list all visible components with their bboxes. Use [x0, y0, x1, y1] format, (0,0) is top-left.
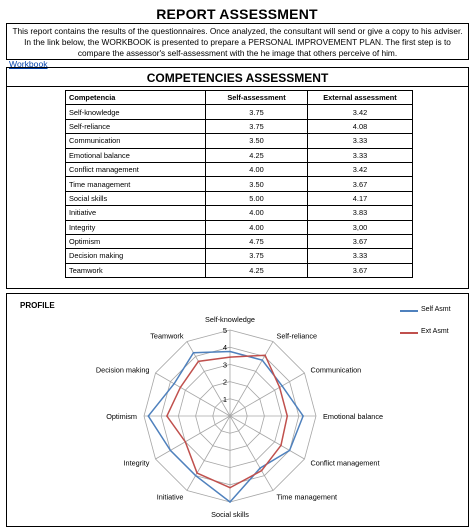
data-point	[264, 354, 266, 356]
competency-name-cell: Conflict management	[66, 162, 206, 176]
external-assessment-cell: 3.42	[308, 162, 413, 176]
axis-label: Initiative	[156, 492, 184, 502]
table-row	[66, 134, 413, 148]
profile-radar-chart	[7, 294, 468, 526]
competency-name-cell: Initiative	[66, 206, 206, 220]
data-point	[279, 387, 281, 389]
self-assessment-cell: 4.00	[206, 162, 308, 176]
external-assessment-cell: 3.83	[308, 206, 413, 220]
report-title: REPORT ASSESSMENT	[156, 6, 318, 22]
tick-label: 2	[222, 377, 227, 387]
self-assessment-cell: 3.50	[206, 177, 308, 191]
data-point	[229, 351, 231, 353]
data-point	[196, 472, 198, 474]
external-assessment-cell: 4.17	[308, 191, 413, 205]
competency-name-cell: Teamwork	[66, 263, 206, 277]
data-point	[185, 441, 187, 443]
axis-label: Self-reliance	[276, 331, 318, 341]
competencies-section	[6, 67, 469, 289]
external-assessment-cell: 3.67	[308, 263, 413, 277]
data-point	[229, 356, 231, 358]
data-point	[195, 475, 197, 477]
legend-label: Self Asmt	[421, 306, 451, 313]
competency-name-cell: Integrity	[66, 220, 206, 234]
external-assessment-cell: 3.33	[308, 134, 413, 148]
self-assessment-cell: 3.50	[206, 134, 308, 148]
legend-label: Ext Asmt	[421, 328, 449, 335]
header-competencia: Competencia	[66, 91, 206, 105]
axis-label: Decision making	[95, 365, 150, 375]
data-point	[229, 501, 231, 503]
data-point	[166, 415, 168, 417]
self-assessment-cell: 4.25	[206, 263, 308, 277]
data-point	[286, 415, 288, 417]
table-header-row	[66, 91, 413, 105]
data-point	[281, 385, 283, 387]
axis-label: Time management	[276, 492, 338, 502]
data-point	[229, 487, 231, 489]
data-point	[198, 361, 200, 363]
table-row	[66, 177, 413, 191]
competency-name-cell: Communication	[66, 134, 206, 148]
data-point	[193, 352, 195, 354]
data-point	[280, 445, 282, 447]
competency-name-cell: Self-knowledge	[66, 105, 206, 119]
competency-name-cell: Optimism	[66, 234, 206, 248]
competency-name-cell: Decision making	[66, 249, 206, 263]
external-assessment-cell: 3.42	[308, 105, 413, 119]
self-assessment-cell: 4.75	[206, 234, 308, 248]
tick-label: 3	[222, 360, 227, 370]
data-point	[302, 415, 304, 417]
external-assessment-cell: 3.67	[308, 177, 413, 191]
axis-label: Social skills	[211, 510, 249, 519]
competency-name-cell: Emotional balance	[66, 148, 206, 162]
competency-name-cell: Self-reliance	[66, 119, 206, 133]
table-row	[66, 191, 413, 205]
table-row	[66, 206, 413, 220]
series-line-self	[148, 352, 303, 503]
legend-swatch	[400, 332, 418, 334]
self-assessment-cell: 3.75	[206, 105, 308, 119]
tick-label: 1	[222, 394, 227, 404]
tick-label: 4	[222, 343, 227, 353]
data-point	[180, 387, 182, 389]
table-row	[66, 119, 413, 133]
self-assessment-cell: 4.00	[206, 206, 308, 220]
self-assessment-cell: 3.75	[206, 249, 308, 263]
data-point	[148, 415, 150, 417]
legend-swatch	[400, 310, 418, 312]
data-point	[173, 383, 175, 385]
intro-text: This report contains the results of the questionnaires. Once analyzed, the consultant will send or give a copy to his adviser. In the link below, the WORKBOOK is presented to prepare a PERSONAL IMPROVEMENT PLAN. The first step is to compare the assessor's self-assessment with the he image that others perceive of him.	[6, 23, 469, 60]
axis-label: Self-knowledge	[205, 315, 255, 324]
data-point	[261, 470, 263, 472]
axis-label: Teamwork	[150, 331, 184, 341]
axis-label: Communication	[310, 365, 362, 375]
legend-item	[400, 328, 470, 338]
table-row	[66, 148, 413, 162]
axis-label: Optimism	[106, 412, 137, 421]
axis-label: Emotional balance	[323, 412, 384, 421]
table-row	[66, 220, 413, 234]
competencies-table	[65, 90, 413, 278]
data-point	[289, 450, 291, 452]
axis-label: Integrity	[123, 458, 150, 468]
profile-title: PROFILE	[20, 301, 55, 310]
table-row	[66, 234, 413, 248]
self-assessment-cell: 4.25	[206, 148, 308, 162]
self-assessment-cell: 4.00	[206, 220, 308, 234]
table-row	[66, 105, 413, 119]
profile-section	[6, 293, 469, 527]
external-assessment-cell: 3.33	[308, 249, 413, 263]
external-assessment-cell: 3.67	[308, 234, 413, 248]
table-row	[66, 263, 413, 277]
workbook-link[interactable]: Workbook	[9, 59, 48, 69]
axis-label: Conflict management	[310, 458, 380, 468]
competency-name-cell: Time management	[66, 177, 206, 191]
external-assessment-cell: 4.08	[308, 119, 413, 133]
header-self-assessment: Self-assessment	[206, 91, 308, 105]
self-assessment-cell: 3.75	[206, 119, 308, 133]
data-point	[170, 450, 172, 452]
table-row	[66, 162, 413, 176]
competencies-title: COMPETENCIES ASSESSMENT	[146, 71, 329, 85]
competencies-divider	[7, 86, 468, 87]
tick-label: 5	[222, 326, 227, 335]
legend-item	[400, 306, 470, 316]
self-assessment-cell: 5.00	[206, 191, 308, 205]
header-external-assessment: External assessment	[308, 91, 413, 105]
external-assessment-cell: 3.33	[308, 148, 413, 162]
external-assessment-cell: 3,00	[308, 220, 413, 234]
data-point	[261, 359, 263, 361]
data-point	[259, 467, 261, 469]
table-row	[66, 249, 413, 263]
competency-name-cell: Social skills	[66, 191, 206, 205]
